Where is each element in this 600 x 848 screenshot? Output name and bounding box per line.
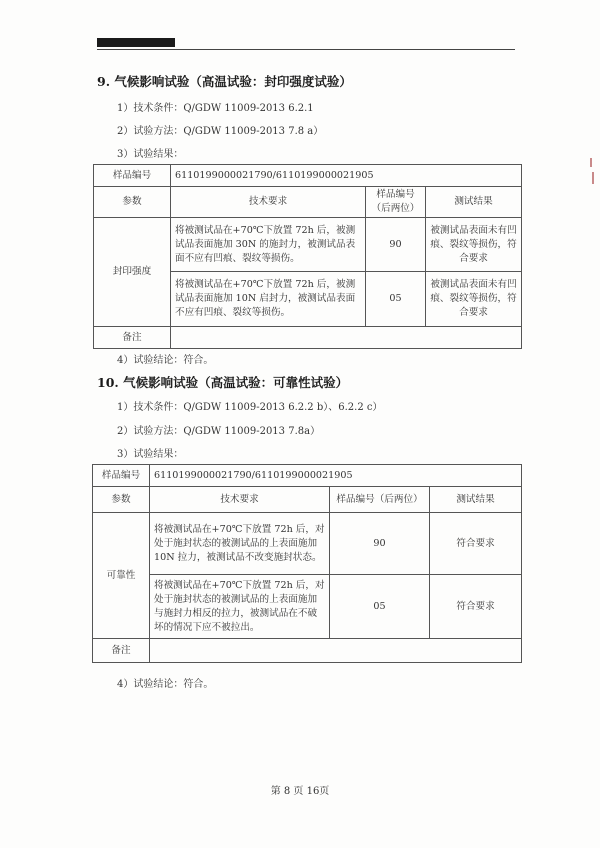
section-10-method: 2）试验方法：Q/GDW 11009-2013 7.8a） bbox=[117, 426, 321, 437]
col-header-param: 参数 bbox=[94, 187, 171, 218]
section-10-spec: 1）技术条件：Q/GDW 11009-2013 6.2.2 b）、6.2.2 c） bbox=[117, 402, 383, 413]
section-9-results-table bbox=[93, 164, 522, 349]
param-name: 可靠性 bbox=[93, 513, 150, 639]
section-10-conclusion: 4）试验结论：符合。 bbox=[117, 679, 214, 690]
sample-cell: 05 bbox=[330, 575, 430, 639]
section-9-spec: 1）技术条件：Q/GDW 11009-2013 6.2.1 bbox=[117, 103, 314, 114]
col-header-requirement: 技术要求 bbox=[150, 487, 330, 513]
edge-stamp-mark bbox=[590, 158, 594, 188]
table-row bbox=[93, 513, 522, 575]
sample-cell: 90 bbox=[366, 218, 426, 272]
table-row bbox=[93, 575, 522, 639]
section-9-results-label: 3）试验结果： bbox=[117, 149, 184, 160]
requirement-cell: 将被测试品在+70℃下放置 72h 后，对处于施封状态的被测试品的上表面施加与施封力相反的拉力，被测试品在不破坏的情况下应不被拉出。 bbox=[150, 575, 330, 639]
section-10-results-table bbox=[92, 464, 522, 663]
param-name: 封印强度 bbox=[94, 218, 171, 327]
col-header-sample: 样品编号 （后两位） bbox=[366, 187, 426, 218]
result-cell: 符合要求 bbox=[430, 513, 522, 575]
result-cell: 被测试品表面未有凹痕、裂纹等损伤，符合要求 bbox=[426, 272, 522, 327]
requirement-cell: 将被测试品在+70℃下放置 72h 后，被测试品表面施加 30N 的施封力，被测试品表面不应有凹痕、裂纹等损伤。 bbox=[171, 218, 366, 272]
section-10-title: 10. 气候影响试验（高温试验：可靠性试验） bbox=[97, 375, 349, 390]
result-cell: 被测试品表面未有凹痕、裂纹等损伤，符合要求 bbox=[426, 218, 522, 272]
sample-number-value: 6110199000021790/6110199000021905 bbox=[150, 465, 522, 487]
remark-label: 备注 bbox=[93, 639, 150, 663]
section-9-method: 2）试验方法：Q/GDW 11009-2013 7.8 a） bbox=[117, 126, 324, 137]
requirement-cell: 将被测试品在+70℃下放置 72h 后，被测试品表面施加 10N 启封力，被测试品表面不应有凹痕、裂纹等损伤。 bbox=[171, 272, 366, 327]
remark-label: 备注 bbox=[94, 327, 171, 349]
result-cell: 符合要求 bbox=[430, 575, 522, 639]
section-9-conclusion: 4）试验结论：符合。 bbox=[117, 355, 214, 366]
page-number: 第 8 页 16页 bbox=[270, 786, 330, 797]
section-9-title: 9. 气候影响试验（高温试验：封印强度试验） bbox=[97, 74, 352, 89]
table-row bbox=[94, 218, 522, 272]
remark-value bbox=[171, 327, 522, 349]
remark-value bbox=[150, 639, 522, 663]
sample-number-label: 样品编号 bbox=[94, 165, 171, 187]
header-rule bbox=[97, 49, 515, 50]
sample-cell: 05 bbox=[366, 272, 426, 327]
col-header-param: 参数 bbox=[93, 487, 150, 513]
col-header-result: 测试结果 bbox=[426, 187, 522, 218]
col-header-sample: 样品编号（后两位） bbox=[330, 487, 430, 513]
requirement-cell: 将被测试品在+70℃下放置 72h 后，对处于施封状态的被测试品的上表面施加 10N 拉力，被测试品不改变施封状态。 bbox=[150, 513, 330, 575]
sample-number-value: 6110199000021790/6110199000021905 bbox=[171, 165, 522, 187]
col-header-result: 测试结果 bbox=[430, 487, 522, 513]
header-bar bbox=[97, 38, 175, 47]
section-10-results-label: 3）试验结果： bbox=[117, 449, 184, 460]
sample-cell: 90 bbox=[330, 513, 430, 575]
col-header-requirement: 技术要求 bbox=[171, 187, 366, 218]
sample-number-label: 样品编号 bbox=[93, 465, 150, 487]
